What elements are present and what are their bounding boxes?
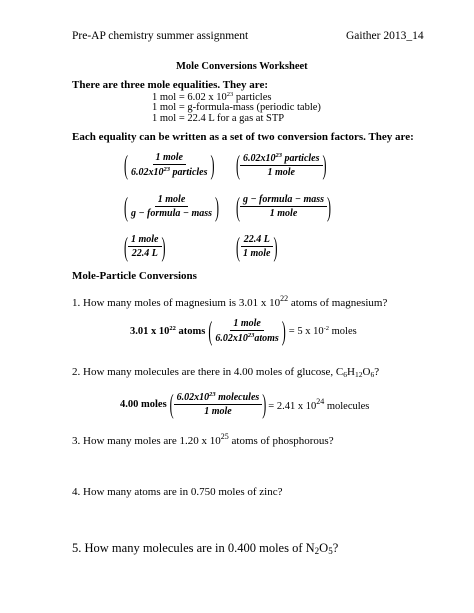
left-paren: ( (208, 314, 213, 348)
fraction-numerator (174, 391, 263, 405)
fraction-denominator: 22.4 L (131, 248, 158, 259)
fraction-denominator: g − formula − mass (131, 208, 213, 219)
given-text: 3.01 x 10 (130, 326, 170, 337)
fraction (240, 194, 327, 219)
answer-text: = 2.41 x 10 (268, 400, 317, 412)
conversion-factor-6 (236, 230, 278, 263)
left-paren: ( (169, 387, 174, 421)
num-unit: molecules (215, 392, 260, 403)
den-text: 6.02x10 (131, 167, 164, 178)
equality-particles-text: 1 mol = 6.02 x 10 (152, 92, 227, 103)
question-1-text-end: atoms of magnesium? (288, 297, 388, 309)
num-exponent: 23 (209, 391, 216, 398)
element-symbol: O (362, 366, 371, 378)
fraction-numerator (240, 152, 323, 166)
question-1-solution (130, 314, 357, 348)
fraction-numerator: 1 mole (155, 194, 189, 207)
subscript: 6 (343, 370, 348, 379)
subscript: 5 (328, 546, 333, 556)
left-paren: ( (236, 230, 240, 263)
question-5 (72, 541, 338, 556)
num-exponent: 23 (275, 152, 282, 159)
equality-volume: 1 mol = 22.4 L for a gas at STP (152, 113, 285, 124)
conversion-factor-4 (236, 190, 332, 223)
answer-text: = 5 x 10 (288, 326, 324, 337)
fraction (128, 194, 215, 219)
question-3-text-end: atoms of phosphorous? (228, 435, 334, 447)
header-left: Pre-AP chemistry summer assignment (72, 30, 249, 42)
question-4: 4. How many atoms are in 0.750 moles of zinc? (72, 486, 283, 498)
fraction (212, 318, 281, 344)
question-1 (72, 294, 387, 309)
section-heading: Mole-Particle Conversions (72, 270, 197, 282)
fraction-denominator (128, 165, 211, 178)
question-2 (72, 366, 379, 379)
question-2-text: 2. How many molecules are there in 4.00 moles of glucose, C (72, 366, 344, 378)
question-3 (72, 432, 334, 447)
given-unit: atoms (175, 326, 206, 337)
fraction-numerator: 22.4 L (241, 234, 273, 247)
equality-particles-unit: particles (233, 92, 272, 103)
fraction (240, 152, 323, 178)
answer (289, 325, 357, 337)
question-1-text: 1. How many moles of magnesium is 3.01 x 10 (72, 297, 281, 309)
right-paren: ) (215, 190, 220, 223)
fraction-numerator: 1 mole (128, 234, 162, 247)
fraction-numerator: 1 mole (230, 318, 264, 331)
answer-exponent: -2 (323, 325, 330, 332)
element-symbol: O (319, 541, 329, 555)
conversion-factor-5 (124, 230, 166, 263)
answer-unit: molecules (324, 400, 370, 412)
question-1-exponent: 22 (280, 294, 289, 303)
left-paren: ( (124, 148, 128, 182)
right-paren: ) (273, 230, 278, 263)
question-3-text: 3. How many moles are 1.20 x 10 (72, 435, 221, 447)
den-unit: particles (170, 167, 208, 178)
fraction-numerator: 1 mole (153, 152, 187, 165)
equalities-heading: There are three mole equalities. They are: (72, 79, 269, 91)
answer-unit: moles (329, 326, 357, 337)
given-quantity: 4.00 moles (120, 398, 167, 410)
fraction (174, 391, 263, 417)
den-text: 6.02x10 (215, 333, 248, 344)
page-title: Mole Conversions Worksheet (176, 61, 308, 72)
den-exponent: 23 (163, 166, 170, 173)
fraction-numerator: g − formula − mass (240, 194, 327, 207)
fraction-denominator (212, 331, 281, 344)
question-5-text: 5. How many molecules are in 0.400 moles of N (72, 541, 315, 555)
conversion-factor-3 (124, 190, 220, 223)
left-paren: ( (124, 230, 128, 263)
right-paren: ) (281, 314, 286, 348)
left-paren: ( (236, 190, 240, 223)
answer-exponent: 24 (316, 396, 325, 406)
right-paren: ) (322, 148, 327, 182)
num-text: 6.02x10 (243, 153, 276, 164)
factors-heading: Each equality can be written as a set of two conversion factors. They are: (72, 131, 414, 143)
den-unit: atoms (254, 333, 279, 344)
num-unit: particles (282, 153, 320, 164)
fraction-denominator: 1 mole (204, 406, 232, 417)
right-paren: ) (210, 148, 215, 182)
den-exponent: 23 (247, 332, 255, 339)
given-exponent: 22 (169, 325, 176, 332)
left-paren: ( (236, 148, 240, 182)
subscript: 2 (314, 546, 320, 556)
right-paren: ) (327, 190, 332, 223)
question-3-exponent: 25 (220, 432, 229, 441)
fraction (240, 234, 274, 259)
fraction-denominator: 1 mole (269, 208, 298, 219)
equality-mass: 1 mol = g-formula-mass (periodic table) (152, 102, 321, 113)
fraction-denominator: 1 mole (243, 248, 271, 259)
question-mark: ? (374, 366, 380, 378)
fraction-denominator: 1 mole (267, 167, 295, 178)
left-paren: ( (124, 190, 128, 223)
right-paren: ) (161, 230, 166, 263)
subscript: 6 (370, 370, 375, 379)
header-right: Gaither 2013_14 (346, 30, 424, 42)
subscript: 12 (354, 370, 363, 379)
question-mark: ? (332, 541, 339, 555)
conversion-factor-1 (124, 148, 215, 182)
element-symbol: H (347, 366, 355, 378)
num-text: 6.02x10 (176, 392, 210, 403)
fraction (128, 234, 162, 259)
right-paren: ) (262, 387, 267, 421)
fraction (128, 152, 211, 178)
given-quantity (130, 325, 205, 337)
equality-exponent: 23 (226, 91, 234, 98)
conversion-factor-2 (236, 148, 327, 182)
question-2-solution (120, 387, 370, 421)
answer (268, 397, 369, 412)
